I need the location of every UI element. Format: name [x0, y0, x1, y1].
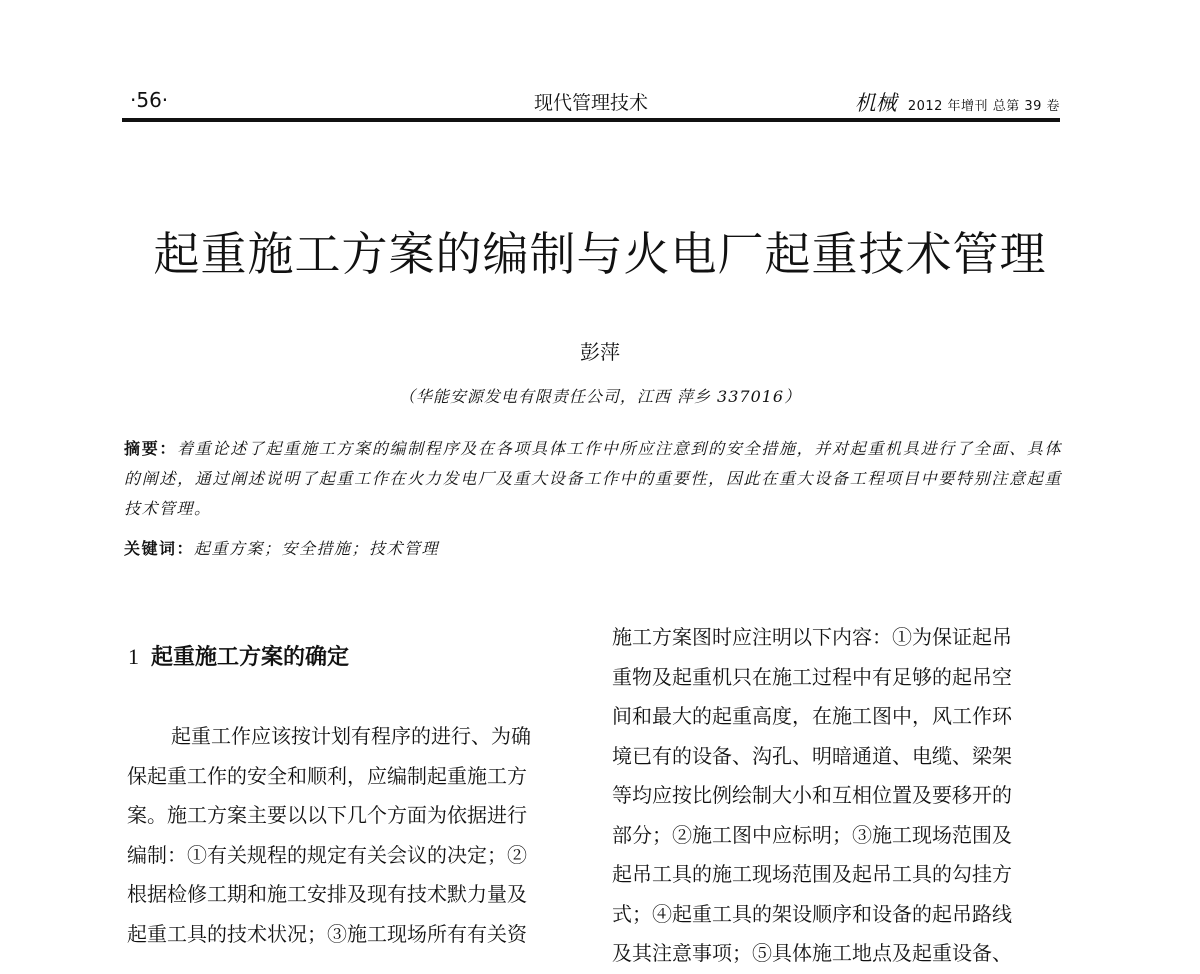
paragraph-line: 根据检修工期和施工安排及现有技术默力量及: [127, 882, 527, 906]
journal-info: [855, 87, 1060, 117]
paragraph-line: 施工方案图时应注明以下内容：①为保证起吊: [612, 625, 1012, 649]
paragraph-line: 起重工作应该按计划有程序的进行、为确: [171, 724, 531, 748]
paragraph-line: 起重工具的技术状况；③施工现场所有有关资: [127, 921, 527, 946]
paragraph-line: 编制：①有关规程的规定有关会议的决定；②: [127, 842, 527, 867]
section-number: 1: [128, 644, 139, 669]
header-rule: [122, 118, 1060, 122]
abstract-line: 着重论述了起重施工方案的编制程序及在各项具体工作中所应注意到的安全措施，并对起重机具: [177, 439, 921, 458]
abstract-label: 摘要：: [124, 439, 178, 458]
body-left-column: [127, 717, 575, 954]
abstract: [124, 434, 1062, 524]
keywords: [124, 536, 1062, 559]
paragraph-line: 起吊工具的施工现场范围及起吊工具的勾挂方: [612, 862, 1012, 886]
paragraph-line: 间和最大的起重高度，在施工图中，风工作环: [612, 704, 1012, 728]
author-affiliation: （华能安源发电有限责任公司，江西 萍乡 337016）: [398, 387, 802, 406]
paragraph-line: 境已有的设备、沟孔、明暗通道、电缆、梁架: [612, 743, 1012, 768]
page-number: ·56·: [130, 88, 169, 112]
paragraph-line: 及其注意事项；⑤具体施工地点及起重设备、: [612, 941, 1012, 965]
journal-issue: 2012 年增刊 总第 39 卷: [907, 99, 1060, 114]
keywords-text: 起重方案；安全措施；技术管理: [194, 539, 440, 558]
article-title: 起重施工方案的编制与火电厂起重技术管理: [153, 227, 1047, 281]
paragraph-line: 重物及起重机只在施工过程中有足够的起吊空: [612, 664, 1012, 689]
paragraph-line: 式；④起重工具的架设顺序和设备的起吊路线: [612, 901, 1012, 926]
section-title: 起重施工方案的确定: [151, 645, 350, 670]
journal-name: 机械: [854, 91, 897, 115]
paragraph-line: 保起重工作的安全和顺利，应编制起重施工方: [127, 763, 527, 788]
abstract-line: 进行了全面、具体的阐述，通过阐述说明了起重工作在火力发电厂及重大设备工作中的重要性，因此在: [124, 439, 1062, 488]
paragraph-line: 部分；②施工图中应标明；③施工现场范围及: [612, 822, 1012, 847]
section-name: 现代管理技术: [533, 92, 648, 114]
paragraph-line: 等均应按比例绘制大小和互相位置及要移开的: [612, 783, 1012, 807]
body-right-column: [612, 618, 1062, 974]
abstract-line: 重大设备工程项目中要特别注意起重技术管理。: [124, 469, 1062, 518]
author-name: 彭萍: [580, 340, 620, 364]
keywords-label: 关键词：: [124, 539, 195, 558]
running-header: [122, 84, 1060, 118]
paragraph-line: 案。施工方案主要以以下几个方面为依据进行: [127, 803, 527, 827]
section-heading: [128, 640, 349, 671]
